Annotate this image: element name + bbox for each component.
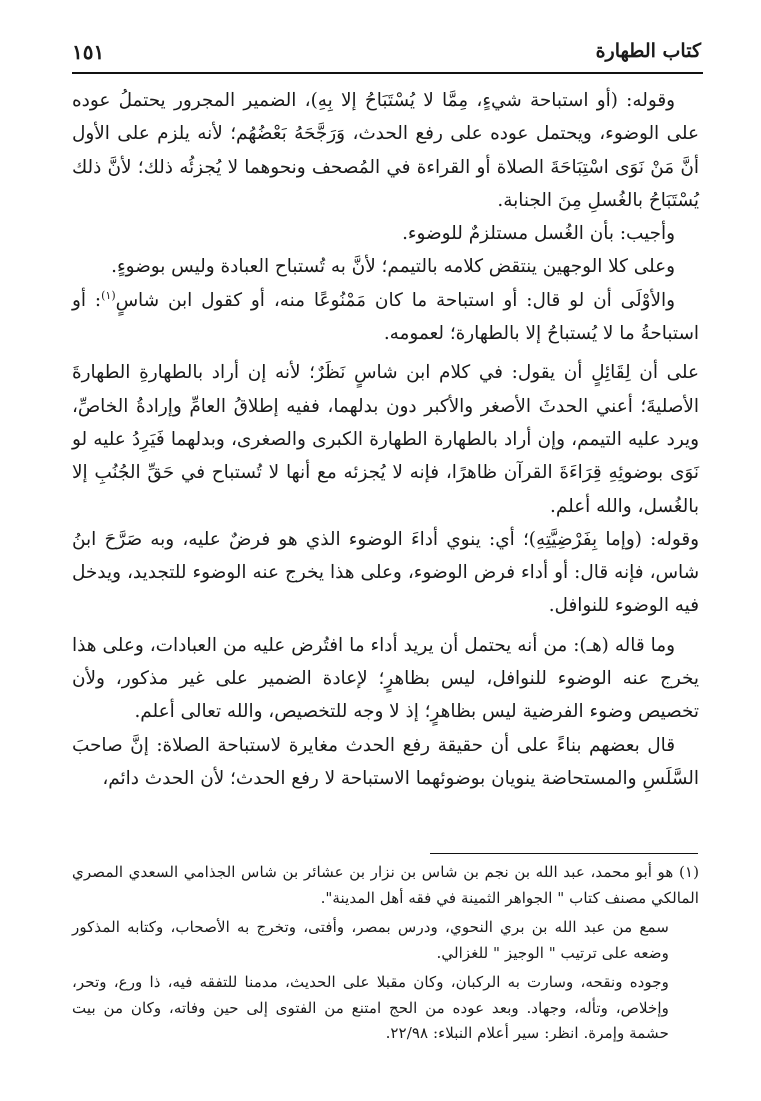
paragraph-1: وقوله: (أو استباحة شيءٍ، مِمَّا لا يُسْتَبَاحُ إلا بِهِ)، الضمير المجرور يحتملُ عوده على الوضوء، ويحتمل عوده على رفع الحدث، وَرَجَّحَهُ بَعْضُهُم؛ لأنه يلزم على الأول أنَّ مَنْ نَوَى اسْتِبَاحَةَ الصلاة أو القراءة في المُصحف ونحوهما لا يُجزئُه ذلك؛ لأنَّ ذلك يُسْتَبَاحُ بالغُسلِ مِنَ الجنابة. (72, 90, 699, 211)
footnote-1-part-3: وجوده ونقحه، وسارت به الركبان، وكان مقبلا على الحديث، مدمنا للتفقه فيه، ذا ورع، وتحر، وإخلاص، وتأله، وجهاد. وبعد عوده من الحج امتنع من الفتوى إلى حين وفاته، وكان من بيت حشمة وإمرة. انظر: سير أعلام النبلاء: ٢٢/٩٨. (72, 973, 669, 1042)
footnote-rule (430, 853, 698, 854)
paragraph-4 (72, 284, 699, 351)
footnote-reference-1: (١) (101, 288, 116, 302)
page-header (72, 36, 701, 70)
paragraph-7: وما قاله (هـ): من أنه يحتمل أن يريد أداء ما افتُرض عليه من العبادات، وعلى هذا يخرج عنه الوضوء للنوافل، ليس بظاهرٍ؛ لإعادة الضمير على غير مذكور، ولأن تخصيص وضوء الفرضية ليس بظاهرٍ؛ إذ لا وجه للتخصيص، والله تعالى أعلم. (72, 634, 699, 723)
paragraph-5: على أن لِقَائِلٍ أن يقول: في كلام ابن شاسٍ نَظَرٌ؛ لأنه إن أراد بالطهارةِ الطهارةَ الأصليةَ؛ أعني الحدثَ الأصغر والأكبر دون بدلهما، ففيه إطلاقُ العامِّ وإرادةُ الخاصِّ، ويرد عليه التيمم، وإن أراد بالطهارة الطهارة الكبرى والصغرى، وبدلهما فَيَرِدُ عليه لو نَوَى بوضوئِهِ قِرَاءَةَ القرآن ظاهرًا، فإنه لا يُجزئه مع أنها لا تُستباح في حَقِّ الجُنُبِ إلا بالغُسل، والله أعلم. (72, 362, 699, 517)
page-number: ١٥١ (72, 40, 105, 64)
footnote-1: (١) هو أبو محمد، عبد الله بن نجم بن شاس بن نزار بن عشائر بن شاس الجذامي السعدي المصري المالكي مصنف كتاب " الجواهر الثمينة في فقه أهل المدينة". (72, 863, 699, 907)
paragraph-4-text-a: والأوْلَى أن لو قال: أو استباحة ما كان مَمْنُوعًا منه، أو كقول ابن شاسٍ (115, 289, 675, 311)
paragraph-2: وأجيب: بأن الغُسل مستلزمٌ للوضوء. (402, 223, 675, 245)
main-text (72, 84, 699, 795)
paragraph-8: قال بعضهم بناءً على أن حقيقة رفع الحدث مغايرة لاستباحة الصلاة: إنَّ صاحبَ السَّلَسِ والمستحاضة ينويان بوضوئهما الاستباحة لا رفع الحدث؛ لأن الحدث دائم، (72, 734, 699, 789)
paragraph-6: وقوله: (وإما بِفَرْضِيَّتِهِ)؛ أي: ينوي أداءَ الوضوء الذي هو فرضٌ عليه، وبه صَرَّحَ ابنُ شاس، فإنه قال: أو أداء فرض الوضوء، وعلى هذا يخرج عنه الوضوء للتجديد، ويدخل فيه الوضوء للنوافل. (72, 528, 699, 617)
running-title: كتاب الطهارة (595, 40, 701, 62)
paragraph-4-text-b: : أو استباحةُ ما لا يُستباحُ إلا بالطهارة؛ لعمومه. (72, 289, 699, 345)
footnotes (72, 860, 699, 1047)
footnote-1-part-2: سمع من عبد الله بن بري النحوي، ودرس بمصر، وأفتى، وتخرج به الأصحاب، وكتابه المذكور وضعه على ترتيب " الوجيز " للغزالي. (72, 918, 669, 962)
header-rule (72, 72, 703, 74)
paragraph-3: وعلى كلا الوجهين ينتقض كلامه بالتيمم؛ لأنَّ به تُستباح العبادة وليس بوضوءٍ. (111, 256, 675, 278)
